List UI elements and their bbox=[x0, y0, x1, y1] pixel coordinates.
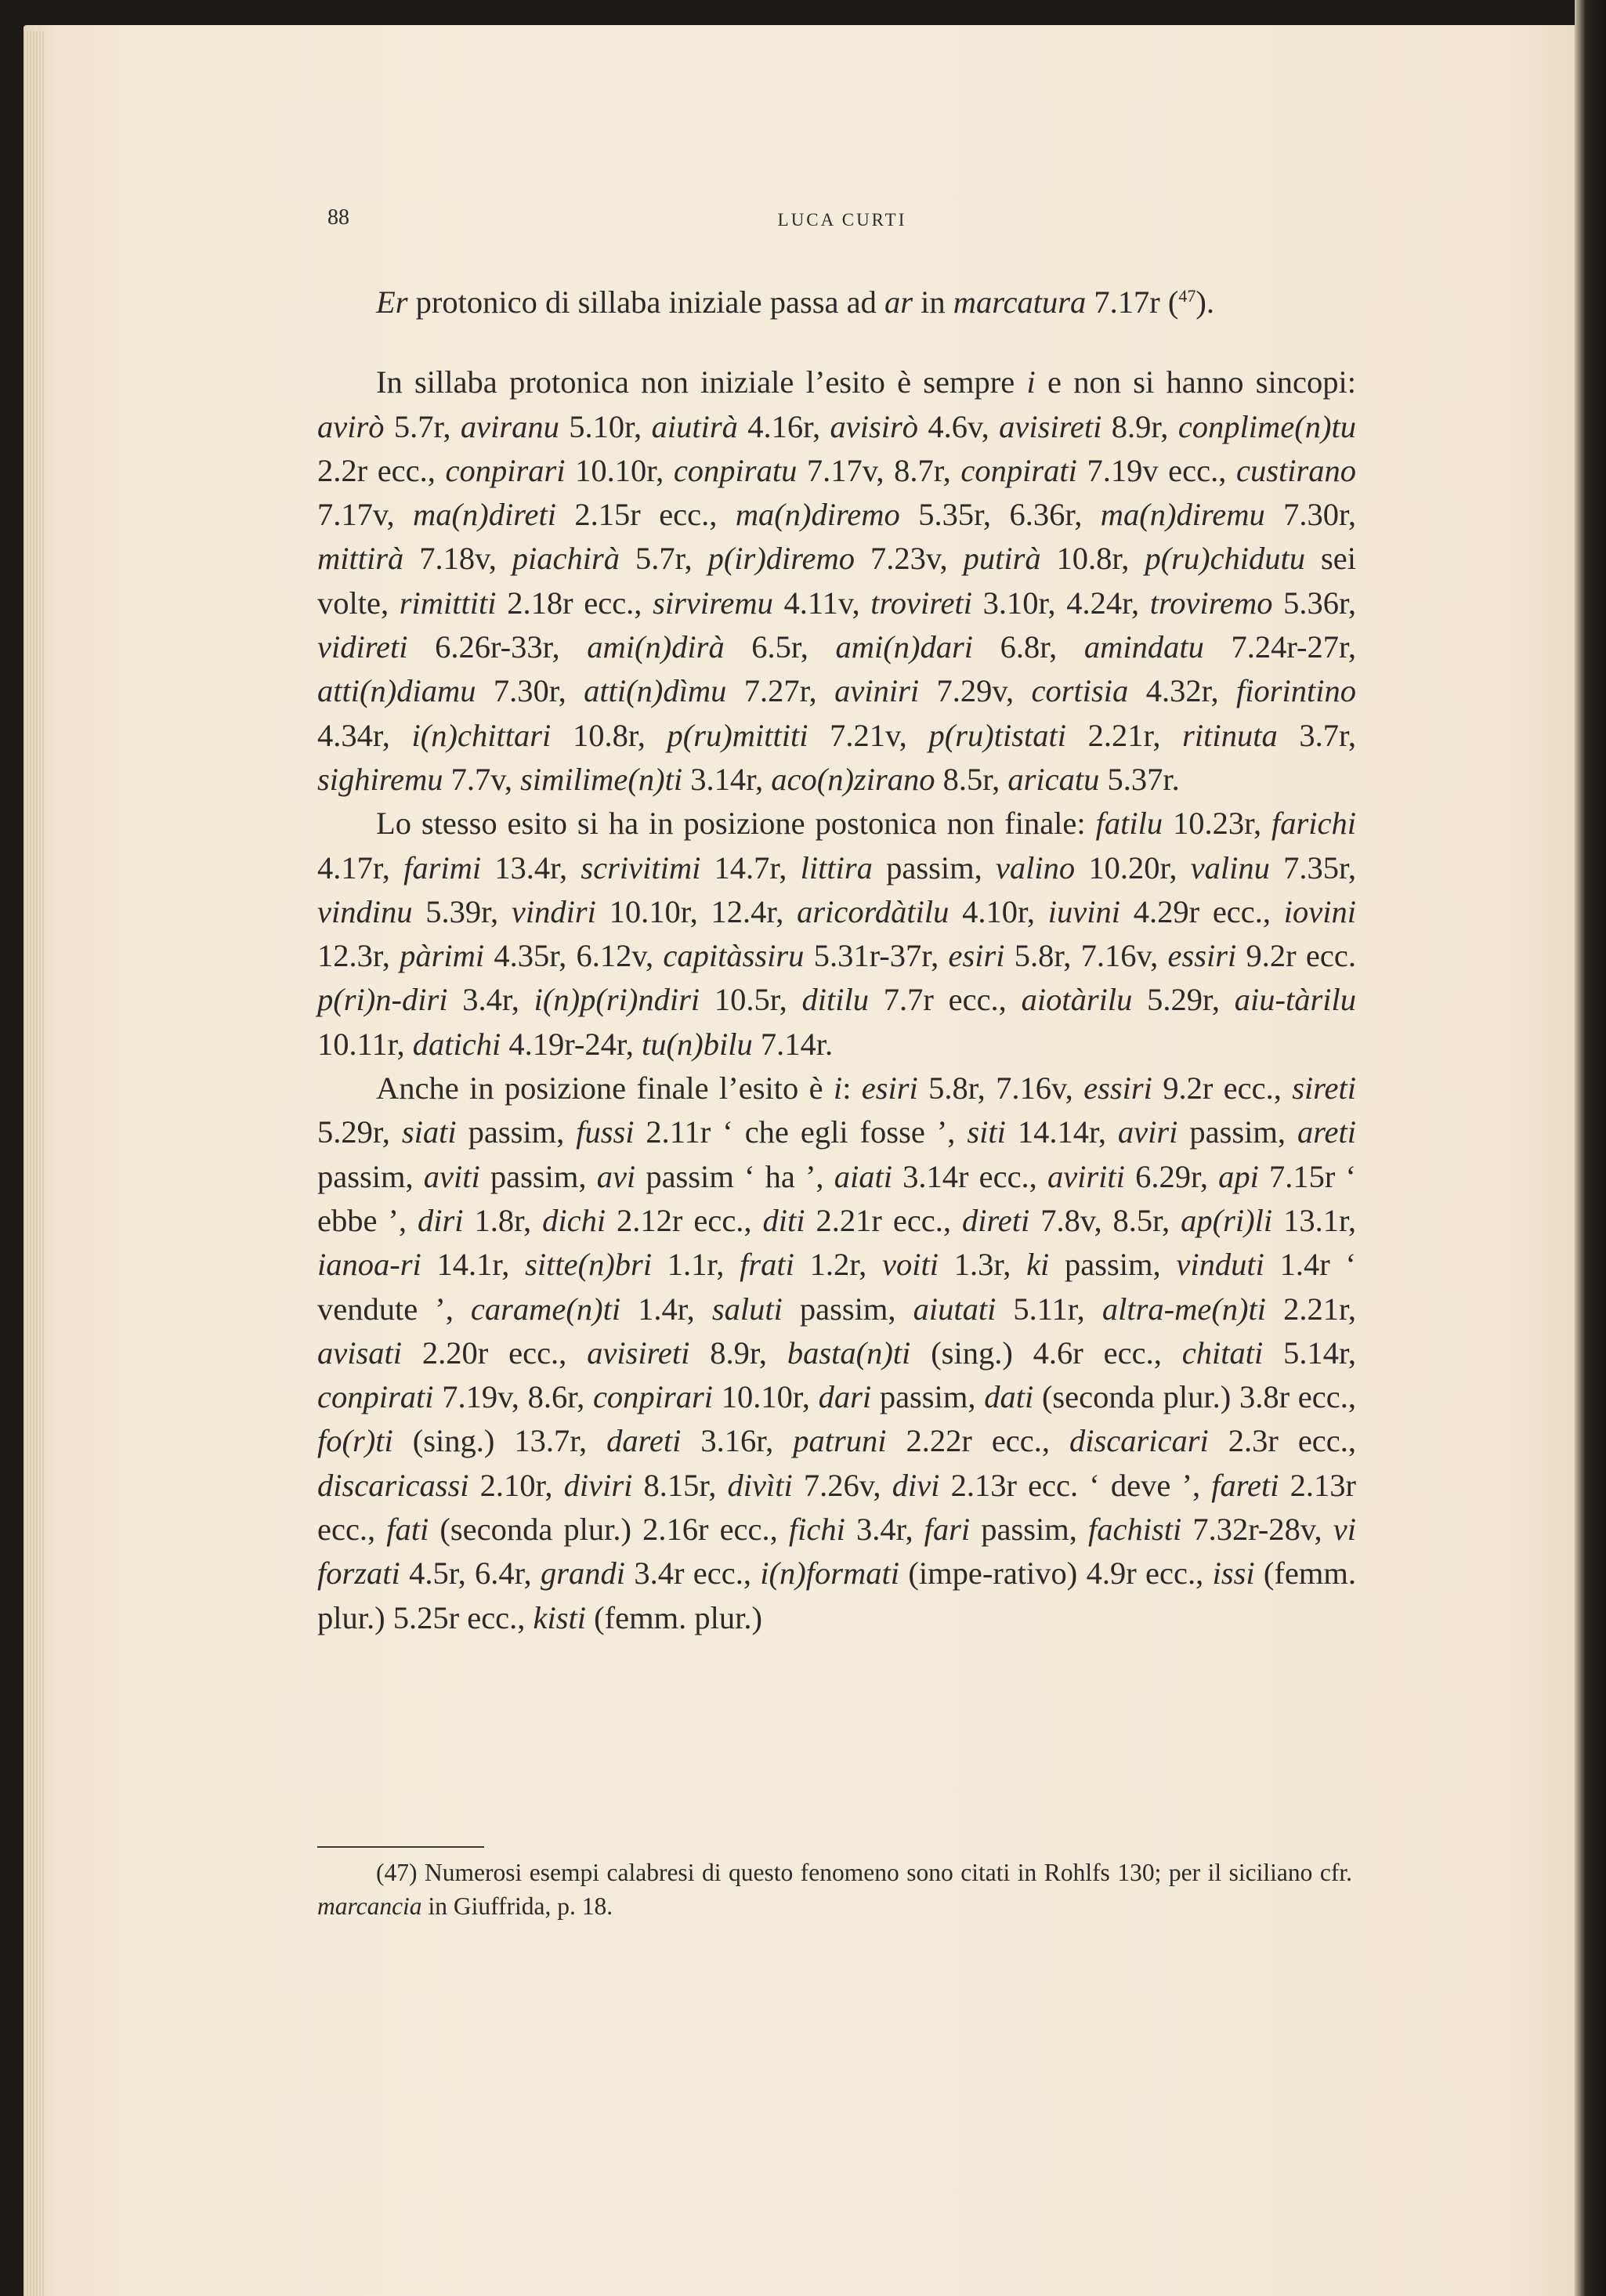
footnote-rule bbox=[317, 1846, 484, 1848]
paragraph-1 bbox=[317, 281, 1356, 324]
footnote-text: Numerosi esempi calabresi di questo fenomeno sono citati in Rohlfs 130; per il siciliano cfr. bbox=[417, 1859, 1352, 1886]
paragraph-4: Anche in posizione finale l’esito è i: esiri 5.8r, 7.16v, essiri 9.2r ecc., sireti 5.29r, siati passim, fussi 2.11r ‘ che egli fosse ’, siti 14.14r, aviri passim, areti passim, aviti passim, avi passim ‘ ha ’, aiati 3.14r ecc., aviriti 6.29r, api 7.15r ‘ ebbe ’, diri 1.8r, dichi 2.12r ecc., diti 2.21r ecc., direti 7.8v, 8.5r, ap(ri)li 13.1r, ianoa-ri 14.1r, sitte(n)bri 1.1r, frati 1.2r, voiti 1.3r, ki passim, vinduti 1.4r ‘ vendute ’, carame(n)ti 1.4r, saluti passim, aiutati 5.11r, altra-me(n)ti 2.21r, avisati 2.20r ecc., avisireti 8.9r, basta(n)ti (sing.) 4.6r ecc., chitati 5.14r, conpirati 7.19v, 8.6r, conpirari 10.10r, dari passim, dati (seconda plur.) 3.8r ecc., fo(r)ti (sing.) 13.7r, dareti 3.16r, patruni 2.22r ecc., discaricari 2.3r ecc., discaricassi 2.10r, diviri 8.15r, divìti 7.26v, divi 2.13r ecc. ‘ deve ’, fareti 2.13r ecc., fati (seconda plur.) 2.16r ecc., fichi 3.4r, fari passim, fachisti 7.32r-28v, vi forzati 4.5r, 6.4r, grandi 3.4r ecc., i(n)formati (impe-rativo) 4.9r ecc., issi (femm. plur.) 5.25r ecc., kisti (femm. plur.) bbox=[317, 1070, 1356, 1635]
p1-text-2: in bbox=[912, 284, 953, 320]
footnote bbox=[317, 1856, 1352, 1923]
p1-ref: 7.17r ( bbox=[1086, 284, 1179, 320]
paragraph-2: In sillaba protonica non iniziale l’esito è sempre i e non si hanno sincopi: avirò 5.7r, aviranu 5.10r, aiutirà 4.16r, avisirò 4.6v, avisireti 8.9r, conplime(n)tu 2.2r ecc., conpirari 10.10r, conpiratu 7.17v, 8.7r, conpirati 7.19v ecc., custirano 7.17v, ma(n)direti 2.15r ecc., ma(n)diremo 5.35r, 6.36r, ma(n)diremu 7.30r, mittirà 7.18v, piachirà 5.7r, p(ir)diremo 7.23v, putirà 10.8r, p(ru)chidutu sei volte, rimittiti 2.18r ecc., sirviremu 4.11v, trovireti 3.10r, 4.24r, troviremo 5.36r, vidireti 6.26r-33r, ami(n)dirà 6.5r, ami(n)dari 6.8r, amindatu 7.24r-27r, atti(n)diamu 7.30r, atti(n)dìmu 7.27r, aviniri 7.29v, cortisia 4.32r, fiorintino 4.34r, i(n)chittari 10.8r, p(ru)mittiti 7.21v, p(ru)tistati 2.21r, ritinuta 3.7r, sighiremu 7.7v, similime(n)ti 3.14r, aco(n)zirano 8.5r, aricatu 5.37r. bbox=[317, 364, 1357, 797]
p1-text: protonico di sillaba iniziale passa ad bbox=[407, 284, 884, 320]
p1-end: ). bbox=[1195, 284, 1214, 320]
body-text bbox=[317, 281, 1356, 1640]
binding-shadow bbox=[1575, 0, 1606, 2296]
term-er: Er bbox=[376, 284, 408, 320]
footnote-term: marcancia bbox=[317, 1892, 422, 1920]
footnote-47 bbox=[317, 1856, 1352, 1923]
term-marcatura: marcatura bbox=[953, 284, 1087, 320]
footnote-text-end: in Giuffrida, p. 18. bbox=[421, 1892, 613, 1920]
running-head: LUCA CURTI bbox=[777, 210, 907, 230]
page-number: 88 bbox=[327, 205, 349, 230]
footnote-number: (47) bbox=[376, 1859, 418, 1886]
footnote-ref-47[interactable]: 47 bbox=[1178, 286, 1196, 306]
paragraph-3: Lo stesso esito si ha in posizione postonica non finale: fatilu 10.23r, farichi 4.17r, farimi 13.4r, scrivitimi 14.7r, littira passim, valino 10.20r, valinu 7.35r, vindinu 5.39r, vindiri 10.10r, 12.4r, aricordàtilu 4.10r, iuvini 4.29r ecc., iovini 12.3r, pàrimi 4.35r, 6.12v, capitàssiru 5.31r-37r, esiri 5.8r, 7.16v, essiri 9.2r ecc. p(ri)n-diri 3.4r, i(n)p(ri)ndiri 10.5r, ditilu 7.7r ecc., aiotàrilu 5.29r, aiu-tàrilu 10.11r, datichi 4.19r-24r, tu(n)bilu 7.14r. bbox=[317, 806, 1356, 1062]
page-header bbox=[327, 205, 1357, 237]
term-ar: ar bbox=[884, 284, 913, 320]
page-edges bbox=[24, 31, 44, 2296]
